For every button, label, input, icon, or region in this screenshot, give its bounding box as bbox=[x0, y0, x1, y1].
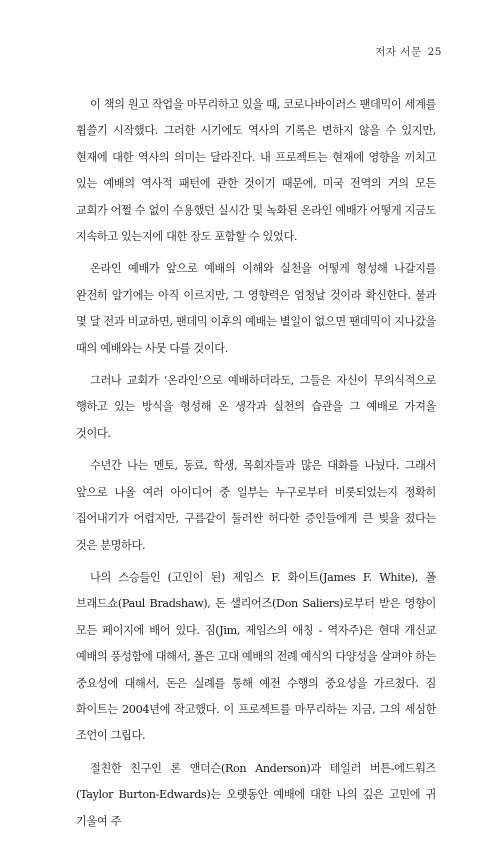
paragraph: 그러나 교회가 ‘온라인’으로 예배하더라도, 그들은 자신이 무의식적으로 행하고 있는 방식을 형성해 온 생각과 실천의 습관을 그 예배로 가져올 것이다. bbox=[76, 374, 436, 440]
paragraph: 절친한 친구인 론 앤더슨(Ron Anderson)과 테일러 버튼-에드워즈(Taylor Burton-Edwards)는 오랫동안 예배에 대한 나의 깊은 고민에 귀 기울여 주 bbox=[76, 761, 436, 828]
running-head-title: 저자 서문 bbox=[375, 46, 422, 58]
paragraph: 이 책의 원고 작업을 마무리하고 있을 때, 코로나바이러스 팬데믹이 세계를 휩쓸기 시작했다. 그러한 시기에도 역사의 기록은 변하지 않을 수 있지만, 현재에 대한 역사의 의미는 달라진다. 내 프로젝트는 현재에 영향을 끼치고 있는 예배의 역사적 패턴에 관한 것이기 때문에, 미국 전역의 거의 모든 교회가 어쩔 수 없이 수용했던 실시간 및 녹화된 온라인 예배가 어떻게 지금도 지속하고 있는지에 대한 장도 포함할 수 있었다. bbox=[76, 98, 436, 244]
running-head bbox=[375, 44, 442, 59]
body-text bbox=[76, 92, 436, 841]
paragraph: 온라인 예배가 앞으로 예배의 이해와 실천을 어떻게 형성해 나갈지를 완전히 알기에는 아직 이르지만, 그 영향력은 엄청날 것이라 확신한다. 불과 몇 달 전과 비교하면, 팬데믹 이후의 예배는 별일이 없으면 팬데믹이 지나갔을 때의 예배와는 사뭇 다를 것이다. bbox=[76, 262, 436, 355]
paragraph: 수년간 나는 멘토, 동료, 학생, 목회자들과 많은 대화를 나눴다. 그래서 앞으로 나올 여러 아이디어 중 일부는 누구로부터 비롯되었는지 정확히 집어내기가 어렵지만, 구름같이 둘러싼 허다한 증인들에게 큰 빚을 졌다는 것은 분명하다. bbox=[76, 459, 436, 552]
paragraph: 나의 스승들인 (고인이 된) 제임스 F. 화이트(James F. White), 폴 브래드쇼(Paul Bradshaw), 돈 샐리어즈(Don Saliers)로부터 받은 영향이 모든 페이지에 배어 있다. 짐(Jim, 제임스의 애칭 - 역자주)은 현대 개신교 예배의 풍성함에 대해서, 폴은 고대 예배의 전례 예식의 다양성을 살펴야 하는 중요성에 대해서, 돈은 실례를 통해 예전 수행의 중요성을 가르쳤다. 짐 화이트는 2004년에 작고했다. 이 프로젝트를 마무리하는 지금, 그의 세심한 조언이 그립다. bbox=[76, 570, 436, 743]
page-number: 25 bbox=[427, 46, 442, 58]
